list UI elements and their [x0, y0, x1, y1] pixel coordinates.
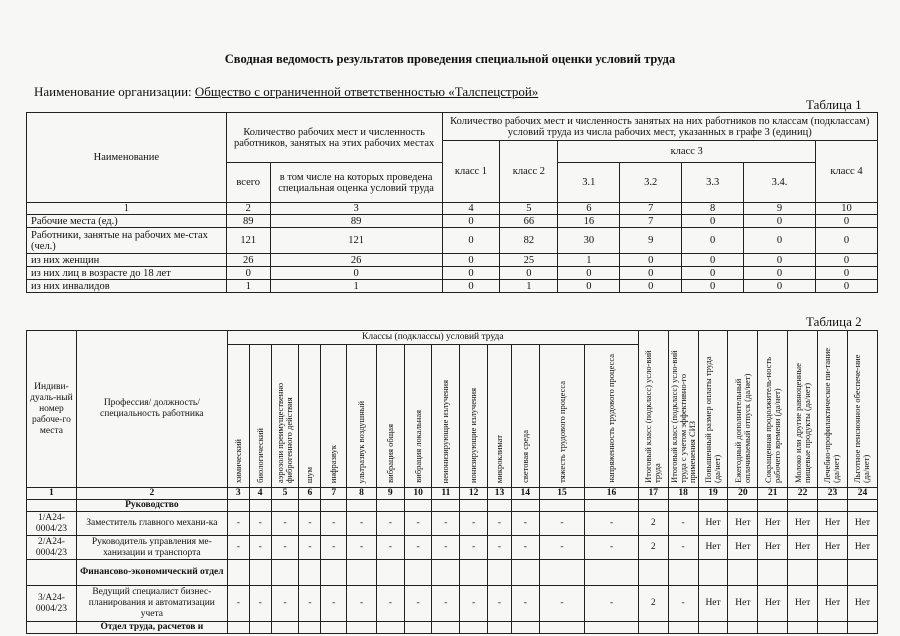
t2-section-title: Руководство: [76, 500, 227, 512]
t2-section-blank: [847, 622, 877, 634]
t2-colnum: 24: [847, 488, 877, 500]
t2-workplace-profession: Ведущий специалист бизнес-планирования и автоматизации учета: [76, 586, 227, 622]
t2-factor-cell: -: [321, 586, 347, 622]
t2-section-blank: [488, 560, 512, 586]
t1-cell: 9: [620, 228, 682, 254]
t2-factor-cell: -: [249, 512, 271, 536]
t1-header-name: Наименование: [27, 113, 227, 203]
t2-section-blank: [728, 500, 758, 512]
t2-factor-cell: -: [299, 586, 321, 622]
t2-factor-cell: -: [488, 536, 512, 560]
t2-colnum: 21: [758, 488, 788, 500]
t1-cell: 16: [558, 215, 620, 228]
t1-row-name: из них женщин: [27, 254, 227, 267]
t2-section-blank: [404, 560, 432, 586]
t2-section-blank: [347, 560, 377, 586]
t1-cell: 0: [744, 215, 816, 228]
t1-cell: 0: [442, 228, 500, 254]
t2-section-blank: [668, 560, 698, 586]
t2-result-cell: -: [668, 536, 698, 560]
t2-factor-cell: -: [347, 512, 377, 536]
t1-cell: 0: [682, 280, 744, 293]
t2-factor-cell: -: [539, 536, 585, 560]
t2-section-blank: [511, 500, 539, 512]
t1-row-name: Работники, занятые на рабочих ме-стах (чел.): [27, 228, 227, 254]
t2-factor-cell: -: [404, 536, 432, 560]
t2-factor-cell: -: [249, 586, 271, 622]
t2-factor-cell: -: [299, 512, 321, 536]
t1-colnum: 2: [226, 203, 270, 215]
t2-result-cell: Нет: [758, 586, 788, 622]
t2-column-numbers: [27, 488, 878, 500]
t2-section-blank: [376, 500, 404, 512]
t2-factor-cell: -: [271, 586, 299, 622]
t1-cell: 0: [620, 280, 682, 293]
t2-factor-header: вибрация общая: [376, 345, 404, 488]
workplaces-table: [26, 330, 878, 634]
t2-factor-cell: -: [227, 586, 249, 622]
t2-section-blank: [788, 500, 818, 512]
t1-cell: 89: [270, 215, 442, 228]
t2-section-blank: [460, 500, 488, 512]
t2-colnum: 19: [698, 488, 728, 500]
t1-cell: 1: [500, 280, 558, 293]
t2-result-cell: Нет: [847, 512, 877, 536]
t2-extra-3: Ежегодный дополнительный оплачиваемый отпуск (да/нет): [728, 331, 758, 488]
t2-section-blank: [585, 500, 639, 512]
t2-result-cell: -: [668, 586, 698, 622]
t2-result-cell: Нет: [818, 586, 848, 622]
t2-section-blank: [539, 622, 585, 634]
t2-result-cell: Нет: [698, 512, 728, 536]
t1-row: [27, 215, 878, 228]
t2-factor-cell: -: [321, 536, 347, 560]
t1-cell: 0: [620, 267, 682, 280]
t2-colnum: 23: [818, 488, 848, 500]
t2-factor-header: ультразвук воздушный: [347, 345, 377, 488]
t2-colnum: 5: [271, 488, 299, 500]
t1-cell: 0: [442, 215, 500, 228]
t1-header-class3: класс 3: [558, 141, 816, 163]
t2-factor-cell: -: [432, 536, 460, 560]
t1-row: [27, 280, 878, 293]
t1-colnum: 4: [442, 203, 500, 215]
t2-section-blank: [638, 500, 668, 512]
t2-factor-cell: -: [376, 512, 404, 536]
t2-factor-header: световая среда: [511, 345, 539, 488]
t1-cell: 0: [500, 267, 558, 280]
t2-section-blank: [668, 500, 698, 512]
t2-factor-cell: -: [460, 586, 488, 622]
t2-section-blank: [818, 560, 848, 586]
t2-factor-cell: -: [271, 536, 299, 560]
t2-section-blank: [249, 622, 271, 634]
t2-factor-header: аэрозоли преимущественно фиброгенного действия: [271, 345, 299, 488]
t2-factor-cell: -: [511, 512, 539, 536]
t2-colnum: 16: [585, 488, 639, 500]
t2-result-cell: -: [668, 512, 698, 536]
document-title: Сводная ведомость результатов проведения специальной оценки условий труда: [224, 52, 676, 66]
t2-factor-cell: -: [511, 536, 539, 560]
t1-cell: 0: [226, 267, 270, 280]
t1-colnum: 5: [500, 203, 558, 215]
t1-header-total: всего: [226, 163, 270, 203]
t2-section-blank: [321, 622, 347, 634]
t2-workplace-row: [27, 536, 878, 560]
t2-colnum: 8: [347, 488, 377, 500]
t1-cell: 1: [226, 280, 270, 293]
t2-section-blank: [376, 560, 404, 586]
t1-column-numbers: [27, 203, 878, 215]
t2-factor-cell: -: [271, 512, 299, 536]
t2-section-row: [27, 560, 878, 586]
t2-factor-header: тяжесть трудового процесса: [539, 345, 585, 488]
t2-colnum: 6: [299, 488, 321, 500]
t2-section-blank: [638, 622, 668, 634]
t1-sub-3-3: 3.3: [682, 163, 744, 203]
t1-colnum: 6: [558, 203, 620, 215]
t2-result-cell: 2: [638, 512, 668, 536]
t2-factor-cell: -: [432, 512, 460, 536]
t1-header-count: Количество рабочих мест и численность работников, занятых на этих рабочих местах: [226, 113, 442, 163]
summary-table: [26, 112, 878, 293]
t2-extra-0: Итоговый класс (подкласс) усло-вий труда: [638, 331, 668, 488]
t1-cell: 0: [620, 254, 682, 267]
t2-section-blank: [788, 622, 818, 634]
t2-section-blank: [488, 622, 512, 634]
t2-section-blank: [432, 622, 460, 634]
t2-section-blank: [299, 500, 321, 512]
t2-colnum: 11: [432, 488, 460, 500]
t2-section-blank: [271, 500, 299, 512]
t1-cell: 26: [226, 254, 270, 267]
t1-cell: 0: [442, 280, 500, 293]
t2-colnum: 17: [638, 488, 668, 500]
t2-result-cell: 2: [638, 536, 668, 560]
t2-section-blank: [847, 500, 877, 512]
t2-factor-cell: -: [432, 586, 460, 622]
t2-section-blank: [321, 500, 347, 512]
t2-factor-cell: -: [347, 586, 377, 622]
t1-cell: 121: [270, 228, 442, 254]
t2-section-row: [27, 500, 878, 512]
t2-result-cell: Нет: [728, 536, 758, 560]
t2-factor-cell: -: [511, 586, 539, 622]
t1-cell: 66: [500, 215, 558, 228]
t2-section-blank: [404, 500, 432, 512]
t2-factor-cell: -: [585, 536, 639, 560]
t2-section-title: Финансово-экономический отдел: [76, 560, 227, 586]
t2-colnum: 13: [488, 488, 512, 500]
t2-factor-cell: -: [376, 586, 404, 622]
t2-factor-cell: -: [404, 586, 432, 622]
t2-section-blank: [271, 622, 299, 634]
t2-factor-header: вибрация локальная: [404, 345, 432, 488]
t2-colnum: 18: [668, 488, 698, 500]
t2-section-title: Отдел труда, расчетов и: [76, 622, 227, 634]
t2-section-blank: [698, 560, 728, 586]
t2-extra-4: Сокращенная продолжитель-ность рабочего времени (да/нет): [758, 331, 788, 488]
t2-factor-cell: -: [539, 586, 585, 622]
organization-line: [34, 84, 538, 100]
t1-colnum: 1: [27, 203, 227, 215]
t2-section-blank: [511, 560, 539, 586]
organization-name: Общество с ограниченной ответственностью «Талспецстрой»: [194, 84, 539, 99]
t2-colnum: 7: [321, 488, 347, 500]
t2-section-blank: [698, 500, 728, 512]
t2-colnum: 3: [227, 488, 249, 500]
t2-workplace-id: 1/А24-0004/23: [27, 512, 77, 536]
table1-caption: Таблица 1: [806, 97, 862, 112]
t2-factor-cell: -: [460, 512, 488, 536]
t1-cell: 82: [500, 228, 558, 254]
t2-section-blank: [299, 560, 321, 586]
t2-factor-cell: -: [404, 512, 432, 536]
t1-row-name: из них инвалидов: [27, 280, 227, 293]
t1-colnum: 3: [270, 203, 442, 215]
t2-factor-header: шум: [299, 345, 321, 488]
t2-factor-cell: -: [488, 586, 512, 622]
t2-colnum: 10: [404, 488, 432, 500]
t2-result-cell: Нет: [698, 586, 728, 622]
t1-sub-3-4: 3.4.: [744, 163, 816, 203]
t1-header-class4: класс 4: [815, 141, 877, 203]
t1-colnum: 9: [744, 203, 816, 215]
t2-section-empty: [27, 560, 77, 586]
t2-section-blank: [758, 622, 788, 634]
t2-workplace-id: 3/А24-0004/23: [27, 586, 77, 622]
t2-header-profession: Профессия/ должность/ специальность работника: [76, 331, 227, 488]
t1-sub-3-2: 3.2: [620, 163, 682, 203]
t2-factor-cell: -: [321, 512, 347, 536]
t2-section-row: [27, 622, 878, 634]
t2-factor-cell: -: [539, 512, 585, 536]
t2-extra-1: Итоговый класс (подкласс) усло-вий труда с учетом эффективно-го применения СИЗ: [668, 331, 698, 488]
t1-cell: 0: [558, 267, 620, 280]
t2-header-id: Индиви-дуаль-ный номер рабоче-го места: [27, 331, 77, 488]
t1-row: [27, 254, 878, 267]
t2-section-blank: [271, 560, 299, 586]
t2-result-cell: Нет: [818, 536, 848, 560]
t2-colnum: 22: [788, 488, 818, 500]
t2-workplace-id: 2/А24-0004/23: [27, 536, 77, 560]
t2-factor-cell: -: [227, 512, 249, 536]
t2-factor-cell: -: [347, 536, 377, 560]
t1-cell: 89: [226, 215, 270, 228]
t2-extra-7: Льготное пенсионное обеспече-ние (да/нет): [847, 331, 877, 488]
t2-section-blank: [728, 560, 758, 586]
t1-sub-3-1: 3.1: [558, 163, 620, 203]
t2-factor-cell: -: [488, 512, 512, 536]
table2-caption: Таблица 2: [806, 314, 862, 329]
t2-factor-header: напряженность трудового процесса: [585, 345, 639, 488]
t2-section-blank: [227, 622, 249, 634]
t2-workplace-row: [27, 586, 878, 622]
t2-colnum: 20: [728, 488, 758, 500]
t2-section-blank: [488, 500, 512, 512]
t2-section-blank: [539, 500, 585, 512]
t1-header-assessed: в том числе на которых проведена специальная оценка условий труда: [270, 163, 442, 203]
t2-result-cell: Нет: [818, 512, 848, 536]
t2-workplace-profession: Руководитель управления ме-ханизации и транспорта: [76, 536, 227, 560]
t1-colnum: 10: [815, 203, 877, 215]
t1-cell: 26: [270, 254, 442, 267]
t2-result-cell: Нет: [788, 586, 818, 622]
t1-cell: 0: [558, 280, 620, 293]
t2-section-blank: [432, 560, 460, 586]
t2-section-blank: [460, 560, 488, 586]
t2-section-blank: [227, 500, 249, 512]
t1-cell: 0: [682, 228, 744, 254]
t2-section-blank: [249, 560, 271, 586]
t2-result-cell: 2: [638, 586, 668, 622]
t2-factor-cell: -: [249, 536, 271, 560]
t1-cell: 0: [815, 254, 877, 267]
t2-section-blank: [432, 500, 460, 512]
t2-factor-cell: -: [299, 536, 321, 560]
t1-row-name: из них лиц в возрасте до 18 лет: [27, 267, 227, 280]
t2-factor-header: неионизирующие излучения: [432, 345, 460, 488]
t2-extra-6: Лечебно-профилактическое пи-тание (да/нет): [818, 331, 848, 488]
t2-factor-cell: -: [376, 536, 404, 560]
t1-cell: 1: [558, 254, 620, 267]
t2-result-cell: Нет: [847, 536, 877, 560]
t2-result-cell: Нет: [728, 512, 758, 536]
t2-factor-cell: -: [460, 536, 488, 560]
t2-section-blank: [585, 622, 639, 634]
organization-label: Наименование организации:: [34, 84, 192, 99]
t2-factor-cell: -: [585, 586, 639, 622]
t2-workplace-profession: Заместитель главного механи-ка: [76, 512, 227, 536]
t2-section-blank: [321, 560, 347, 586]
t2-section-blank: [638, 560, 668, 586]
t1-cell: 25: [500, 254, 558, 267]
t2-section-blank: [818, 622, 848, 634]
t2-result-cell: Нет: [728, 586, 758, 622]
t2-section-blank: [347, 500, 377, 512]
t1-cell: 7: [620, 215, 682, 228]
t1-row: [27, 267, 878, 280]
t2-colnum: 14: [511, 488, 539, 500]
t1-cell: 1: [270, 280, 442, 293]
t1-cell: 0: [682, 215, 744, 228]
t1-row: [27, 228, 878, 254]
t1-cell: 0: [815, 228, 877, 254]
t2-workplace-row: [27, 512, 878, 536]
t2-colnum: 15: [539, 488, 585, 500]
t2-colnum: 4: [249, 488, 271, 500]
t2-colnum: 12: [460, 488, 488, 500]
t2-section-blank: [585, 560, 639, 586]
t1-cell: 0: [744, 228, 816, 254]
t2-section-blank: [728, 622, 758, 634]
t2-section-blank: [376, 622, 404, 634]
t2-colnum: 1: [27, 488, 77, 500]
t2-colnum: 2: [76, 488, 227, 500]
t2-colnum: 9: [376, 488, 404, 500]
t2-section-blank: [404, 622, 432, 634]
t2-section-blank: [227, 560, 249, 586]
t2-section-blank: [788, 560, 818, 586]
t2-factor-header: биологический: [249, 345, 271, 488]
t1-cell: 0: [442, 254, 500, 267]
t2-factor-header: инфразвук: [321, 345, 347, 488]
t2-factor-header: химический: [227, 345, 249, 488]
t1-cell: 0: [815, 267, 877, 280]
t2-result-cell: Нет: [788, 512, 818, 536]
t2-result-cell: Нет: [788, 536, 818, 560]
t2-section-blank: [758, 500, 788, 512]
t1-cell: 0: [744, 267, 816, 280]
t1-cell: 0: [682, 254, 744, 267]
t2-section-blank: [511, 622, 539, 634]
t2-section-empty: [27, 500, 77, 512]
t1-row-name: Рабочие места (ед.): [27, 215, 227, 228]
t2-factor-cell: -: [585, 512, 639, 536]
t1-cell: 0: [270, 267, 442, 280]
t2-extra-2: Повышенный размер оплаты труда (да/нет): [698, 331, 728, 488]
t2-section-blank: [668, 622, 698, 634]
t2-extra-5: Молоко или другие равноценные пищевые продукты (да/нет): [788, 331, 818, 488]
t2-section-blank: [539, 560, 585, 586]
t2-result-cell: Нет: [698, 536, 728, 560]
t2-section-blank: [818, 500, 848, 512]
t1-cell: 0: [815, 215, 877, 228]
t2-section-empty: [27, 622, 77, 634]
t1-cell: 0: [744, 280, 816, 293]
t2-result-cell: Нет: [847, 586, 877, 622]
t2-factor-header: ионизирующие излучения: [460, 345, 488, 488]
t2-section-blank: [758, 560, 788, 586]
t2-section-blank: [299, 622, 321, 634]
t1-cell: 0: [744, 254, 816, 267]
t2-header-classes: Классы (подклассы) условий труда: [227, 331, 638, 345]
t2-section-blank: [698, 622, 728, 634]
t1-cell: 0: [682, 267, 744, 280]
t1-cell: 121: [226, 228, 270, 254]
t2-result-cell: Нет: [758, 536, 788, 560]
t2-section-blank: [249, 500, 271, 512]
t2-section-blank: [347, 622, 377, 634]
t1-cell: 0: [815, 280, 877, 293]
t2-factor-header: микроклимат: [488, 345, 512, 488]
t1-header-classes: Количество рабочих мест и численность занятых на них работников по классам (подклассам) условий труда из числа рабочих мест, указанных в графе 3 (единиц): [442, 113, 878, 141]
t2-section-blank: [460, 622, 488, 634]
t2-section-blank: [847, 560, 877, 586]
t1-cell: 0: [442, 267, 500, 280]
t1-header-class1: класс 1: [442, 141, 500, 203]
t2-result-cell: Нет: [758, 512, 788, 536]
t1-colnum: 7: [620, 203, 682, 215]
t1-colnum: 8: [682, 203, 744, 215]
t1-cell: 30: [558, 228, 620, 254]
t1-header-class2: класс 2: [500, 141, 558, 203]
t2-factor-cell: -: [227, 536, 249, 560]
